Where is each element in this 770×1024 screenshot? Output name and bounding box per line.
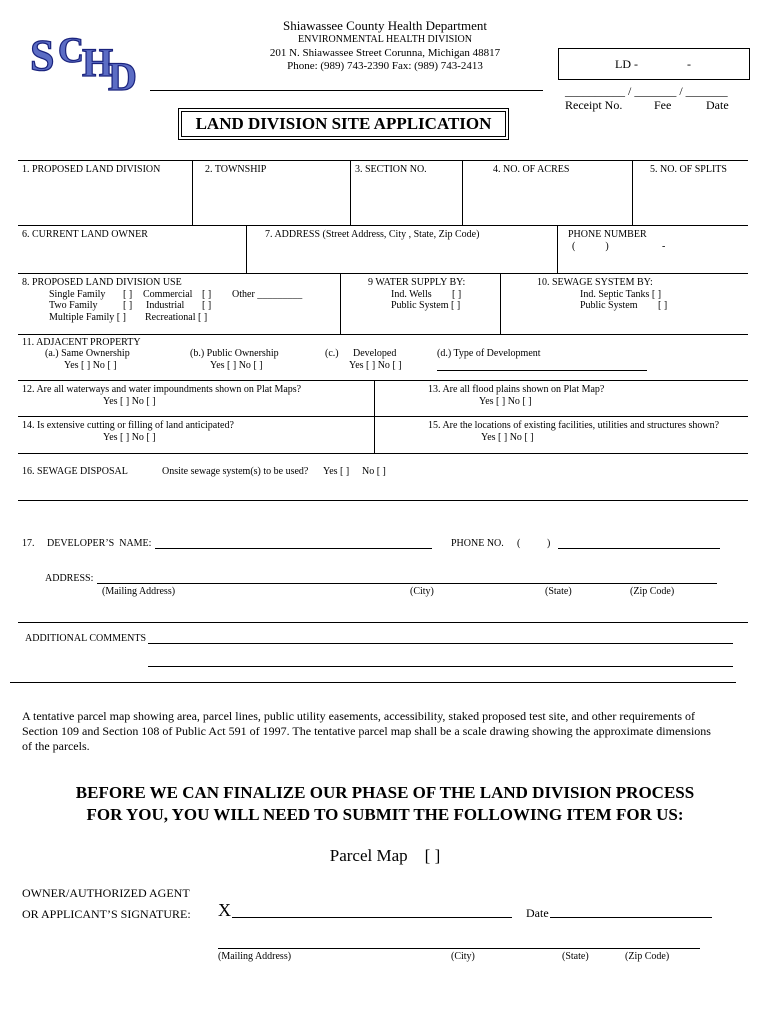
commercial-label: Commercial [143,289,193,300]
existing-facilities-question: 15. Are the locations of existing facilities, utilities and structures shown? [428,420,720,431]
developer-phone-field[interactable] [558,548,720,549]
public-ownership-yes-no[interactable]: Yes [ ] No [ ] [210,360,263,371]
ind-wells-label: Ind. Wells [391,289,432,300]
septic-tanks-option[interactable]: Ind. Septic Tanks [ ] [580,289,662,300]
flood-plains-question: 13. Are all flood plains shown on Plat Map? [428,384,605,395]
ld-label: LD - [615,57,638,71]
division-name: ENVIRONMENTAL HEALTH DIVISION [298,34,472,45]
applicant-address-field[interactable] [218,948,700,949]
phone-paren-left: ( [517,538,521,549]
svg-text:H: H [82,40,114,85]
ld-number-box[interactable] [558,48,750,80]
additional-comments-label: ADDITIONAL COMMENTS [25,633,147,644]
signature-x-mark: X [218,900,231,920]
public-ownership-label: (b.) Public Ownership [190,348,279,359]
developer-phone-label: PHONE NO. [451,538,504,549]
applicant-zip-caption: (Zip Code) [625,951,670,962]
svg-text:C: C [58,30,84,70]
sewage-disposal-label: 16. SEWAGE DISPOSAL [22,466,128,477]
signature-date-field[interactable] [550,917,712,918]
onsite-sewage-question: Onsite sewage system(s) to be used? [162,466,309,477]
ind-wells-checkbox[interactable]: [ ] [452,289,462,300]
cutting-filling-question: 14. Is extensive cutting or filling of land anticipated? [22,420,234,431]
phone-number-label: PHONE NUMBER [568,229,647,240]
industrial-checkbox[interactable]: [ ] [202,300,212,311]
township-field[interactable]: 2. TOWNSHIP [205,164,267,175]
cutting-filling-yes-no[interactable]: Yes [ ] No [ ] [103,432,156,443]
developer-address-field[interactable] [97,583,717,584]
applicant-state-caption: (State) [562,951,589,962]
svg-text:D: D [108,54,137,96]
developer-address-label: ADDRESS: [45,573,94,584]
department-phone: Phone: (989) 743-2390 Fax: (989) 743-2413 [287,60,483,72]
multiple-family-option[interactable]: Multiple Family [ ] [49,312,126,323]
page-title: LAND DIVISION SITE APPLICATION [181,111,506,137]
department-name: Shiawassee County Health Department [283,18,487,33]
additional-comments-line-1[interactable] [148,643,733,644]
applicant-mailing-caption: (Mailing Address) [218,951,292,962]
flood-plains-yes-no[interactable]: Yes [ ] No [ ] [479,396,532,407]
applicant-signature-label: OR APPLICANT’S SIGNATURE: [22,907,191,921]
phone-paren-right: ) [547,538,551,549]
recreational-option[interactable]: Recreational [ ] [145,312,208,323]
proposed-land-division-field[interactable]: 1. PROPOSED LAND DIVISION [22,164,161,175]
developer-name-label: 17. DEVELOPER’S NAME: [22,538,152,549]
developer-name-field[interactable] [155,548,432,549]
type-of-development-label: (d.) Type of Development [437,348,541,359]
type-of-development-line[interactable] [437,370,647,371]
adjacent-property-label: 11. ADJACENT PROPERTY [22,337,141,348]
applicant-city-caption: (City) [451,951,475,962]
department-address: 201 N. Shiawassee Street Corunna, Michigan 48817 [269,47,501,59]
developed-letter: (c.) [325,348,339,359]
owner-address-field[interactable]: 7. ADDRESS (Street Address, City , State, Zip Code) [265,229,480,240]
developed-yes-no[interactable]: Yes [ ] No [ ] [349,360,402,371]
developer-zip-caption: (Zip Code) [630,586,675,597]
receipt-label: Receipt No. [565,98,623,112]
signature-field[interactable] [232,917,512,918]
waterways-question: 12. Are all waterways and water impoundments shown on Plat Maps? [22,384,302,395]
sewage-public-system-label: Public System [580,300,638,311]
no-of-acres-field[interactable]: 4. NO. OF ACRES [493,164,570,175]
single-family-label: Single Family [49,289,106,300]
receipt-blanks[interactable]: __________ / _______ / _______ [565,84,728,98]
waterways-yes-no[interactable]: Yes [ ] No [ ] [103,396,156,407]
developer-state-caption: (State) [545,586,572,597]
parcel-map-instructions: A tentative parcel map showing area, parcel lines, public utility easements, accessibility, staked proposed test site, and other requirements of Section 109 and Section 108 of Public Act 591 of 1997. The tentative parcel map shall be a scale drawing showing the approximate dimensions of the parcels. [22,709,711,753]
phone-dash: - [662,241,666,252]
date-label: Date [706,98,729,112]
developer-city-caption: (City) [410,586,434,597]
additional-comments-line-2[interactable] [148,666,733,667]
onsite-sewage-no[interactable]: No [ ] [362,466,386,477]
industrial-label: Industrial [146,300,185,311]
schd-logo [28,24,138,96]
fee-label: Fee [654,98,672,112]
water-public-system-option[interactable]: Public System [ ] [391,300,461,311]
owner-agent-label: OWNER/AUTHORIZED AGENT [22,886,190,900]
two-family-checkbox[interactable]: [ ] [123,300,133,311]
other-use-field[interactable]: Other _________ [232,289,303,300]
title-box [178,108,509,140]
signature-date-label: Date [526,906,549,920]
commercial-checkbox[interactable]: [ ] [202,289,212,300]
sewage-system-label: 10. SEWAGE SYSTEM BY: [537,277,653,288]
notice-line-1: BEFORE WE CAN FINALIZE OUR PHASE OF THE LAND DIVISION PROCESS [75,783,695,802]
same-ownership-yes-no[interactable]: Yes [ ] No [ ] [64,360,117,371]
developed-label: Developed [353,348,397,359]
svg-text:S: S [30,31,55,80]
current-land-owner-field[interactable]: 6. CURRENT LAND OWNER [22,229,148,240]
land-use-label: 8. PROPOSED LAND DIVISION USE [22,277,182,288]
water-supply-label: 9 WATER SUPPLY BY: [368,277,466,288]
single-family-checkbox[interactable]: [ ] [123,289,133,300]
two-family-label: Two Family [49,300,98,311]
section-no-field[interactable]: 3. SECTION NO. [355,164,427,175]
developer-mailing-caption: (Mailing Address) [102,586,176,597]
parcel-map-checkbox[interactable]: Parcel Map [ ] [329,846,441,865]
notice-line-2: FOR YOU, YOU WILL NEED TO SUBMIT THE FOLLOWING ITEM FOR US: [86,805,684,824]
sewage-public-system-checkbox[interactable]: [ ] [658,300,668,311]
existing-facilities-yes-no[interactable]: Yes [ ] No [ ] [481,432,534,443]
ld-dash: - [687,57,691,71]
onsite-sewage-yes[interactable]: Yes [ ] [323,466,350,477]
no-of-splits-field[interactable]: 5. NO. OF SPLITS [650,164,727,175]
same-ownership-label: (a.) Same Ownership [45,348,130,359]
phone-number-field[interactable]: ( ) [572,241,609,252]
